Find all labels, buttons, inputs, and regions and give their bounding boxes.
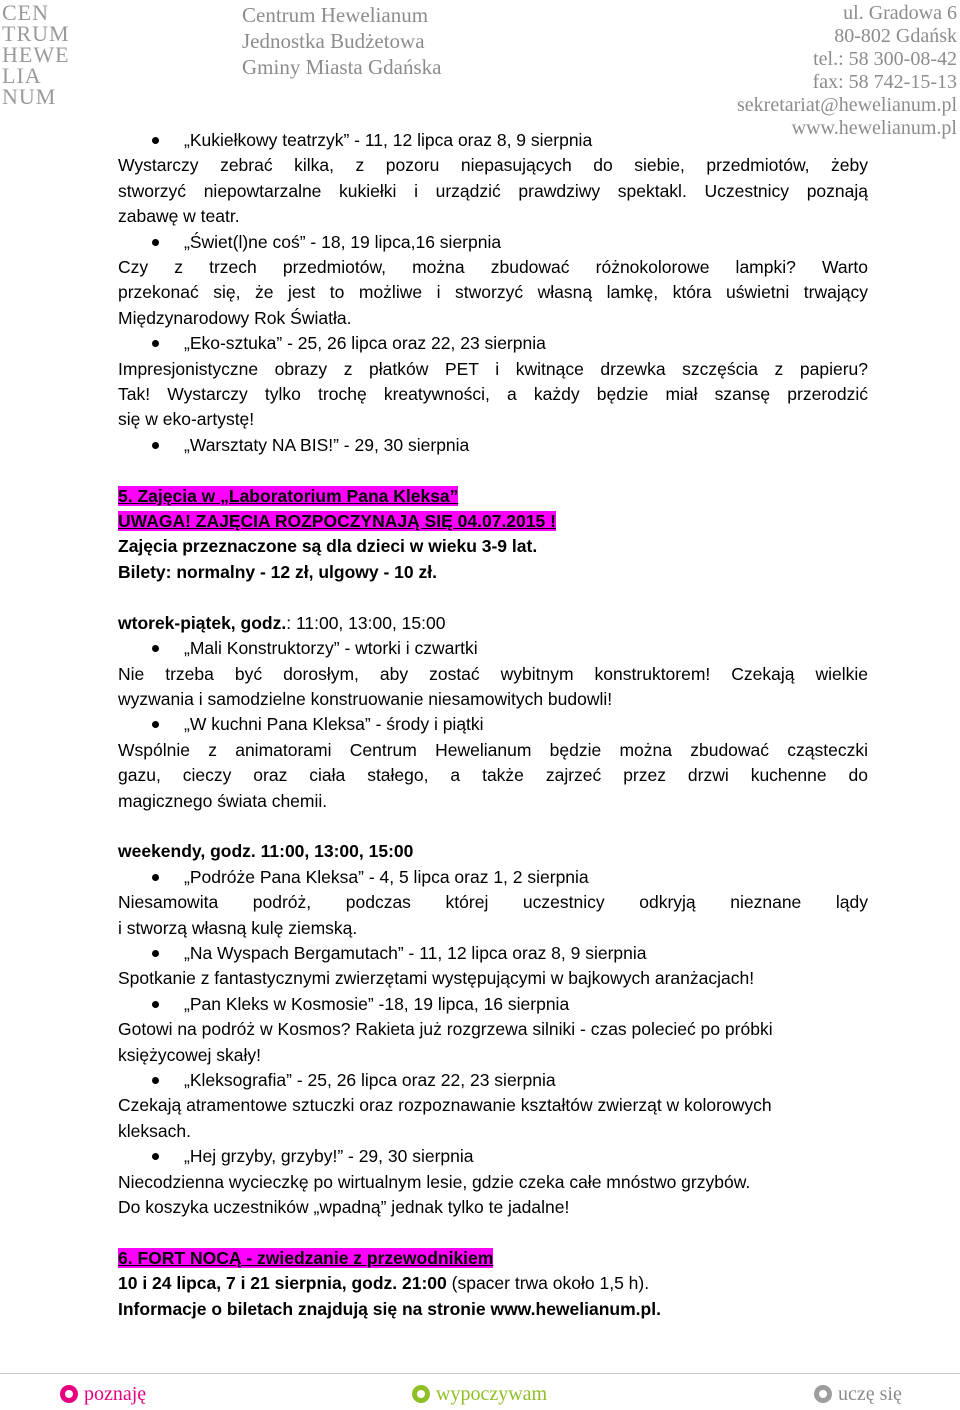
paragraph-line: Niecodzienna wycieczkę po wirtualnym lesie, gdzie czeka całe mnóstwo grzybów. (118, 1171, 751, 1192)
schedule-heading (118, 611, 868, 636)
website-link[interactable]: www.hewelianum.pl (791, 117, 957, 139)
paragraph-line: wyzwania i samodzielne konstruowanie niesamowitych budowli! (118, 688, 613, 709)
paragraph-line: Nie trzeba być dorosłym, aby zostać wybitnym konstruktorem! Czekają wielkie (118, 663, 868, 684)
spacer (118, 1220, 868, 1245)
bullet-icon (152, 1153, 159, 1160)
bullet-icon (152, 721, 159, 728)
footer-wypoczywam (412, 1381, 547, 1407)
spacer (118, 814, 868, 839)
workshop-title: „Świet(l)ne coś” - 18, 19 lipca,16 sierpnia (184, 231, 502, 252)
tour-dates-bold: 10 i 24 lipca, 7 i 21 sierpnia, godz. 21:00 (118, 1273, 447, 1294)
paragraph-line: Wystarczy zebrać kilka, z pozoru niepasujących do siebie, przedmiotów, żeby (118, 155, 868, 176)
org-line: Jednostka Budżetowa (242, 29, 425, 53)
workshop-title: „Kleksografia” - 25, 26 lipca oraz 22, 23 sierpnia (184, 1069, 556, 1090)
paragraph-line: Spotkanie z fantastycznymi zwierzętami występującymi w bajkowych aranżacjach! (118, 968, 755, 989)
paragraph-line: Czekają atramentowe sztuczki oraz rozpoznawanie kształtów zwierząt w kolorowych (118, 1095, 772, 1116)
fax: fax: 58 742-15-13 (812, 71, 957, 93)
workshop-title: „Na Wyspach Bergamutach” - 11, 12 lipca oraz 8, 9 sierpnia (184, 942, 647, 963)
email-link[interactable]: sekretariat@hewelianum.pl (737, 94, 957, 116)
list-item (118, 941, 868, 966)
bullet-icon (152, 239, 159, 246)
list-item (118, 1144, 868, 1169)
paragraph-line: Gotowi na podróż w Kosmos? Rakieta już rozgrzewa silniki - czas polecieć po próbki (118, 1019, 773, 1040)
paragraph-line: Do koszyka uczestników „wpadną” jednak tylko te jadalne! (118, 1197, 570, 1218)
workshop-title: „W kuchni Pana Kleksa” - środy i piątki (184, 714, 484, 735)
list-item (118, 331, 868, 356)
ticket-prices: Bilety: normalny - 12 zł, ulgowy - 10 zł. (118, 561, 437, 582)
section-heading (118, 484, 868, 509)
org-line: Centrum Hewelianum (242, 3, 429, 27)
phone: tel.: 58 300-08-42 (813, 48, 957, 70)
paragraph-line: Tak! Wystarczy tylko trochę kreatywności, a każdy będzie miał szansę przerodzić (118, 384, 868, 405)
section-heading (118, 1246, 868, 1271)
footer-poznaje (60, 1381, 146, 1407)
spacer (118, 585, 868, 610)
list-item (118, 636, 868, 661)
bullet-icon (152, 137, 159, 144)
list-item (118, 433, 868, 458)
paragraph-line: się w eko-artystę! (118, 409, 255, 430)
contact-block (737, 2, 957, 140)
paragraph-line: Niesamowita podróż, podczas której uczestnicy odkryją nieznane lądy (118, 892, 868, 913)
list-item (118, 1068, 868, 1093)
footer-label: wypoczywam (436, 1382, 548, 1405)
section-6-title: 6. FORT NOCĄ - zwiedzanie z przewodnikiem (118, 1247, 494, 1268)
bullet-icon (152, 950, 159, 957)
bullet-icon (152, 442, 159, 449)
document-body (118, 128, 868, 1322)
tour-duration: (spacer trwa około 1,5 h). (446, 1273, 650, 1294)
paragraph-line: zabawę w teatr. (118, 206, 240, 227)
schedule-hours: : 11:00, 13:00, 15:00 (286, 612, 446, 633)
footer-divider (0, 1373, 960, 1374)
notice (118, 509, 868, 534)
paragraph-line: Wspólnie z animatorami Centrum Hewelianum będzie można zbudować cząsteczki (118, 739, 868, 760)
paragraph-line: stworzyć niepowtarzalne kukiełki i urządzić prawdziwy spektakl. Uczestnicy poznają (118, 180, 868, 201)
list-item (118, 230, 868, 255)
paragraph-line: Czy z trzech przedmiotów, można zbudować różnokolorowe lampki? Warto (118, 257, 868, 278)
logo-line: NUM (2, 84, 57, 109)
logo-line: TRUM (2, 21, 70, 46)
bullet-icon (152, 645, 159, 652)
bullet-icon (152, 1077, 159, 1084)
workshop-title: „Mali Konstruktorzy” - wtorki i czwartki (184, 638, 478, 659)
workshop-title: „Warsztaty NA BIS!” - 29, 30 sierpnia (184, 434, 470, 455)
bullet-icon (152, 1001, 159, 1008)
workshop-title: „Podróże Pana Kleksa” - 4, 5 lipca oraz 1, 2 sierpnia (184, 866, 589, 887)
org-line: Gminy Miasta Gdańska (242, 55, 442, 79)
list-item (118, 992, 868, 1017)
workshop-title: „Kukiełkowy teatrzyk” - 11, 12 lipca oraz 8, 9 sierpnia (184, 130, 593, 150)
address-street: ul. Gradowa 6 (843, 2, 957, 24)
paragraph-line: gazu, cieczy oraz ciała stałego, a także zajrzeć przez drzwi kuchenne do (118, 765, 868, 786)
footer-label: poznaję (84, 1382, 147, 1405)
section-5-title: 5. Zajęcia w „Laboratorium Pana Kleksa” (118, 485, 459, 506)
letterhead (0, 0, 960, 139)
schedule-heading: weekendy, godz. 11:00, 13:00, 15:00 (118, 841, 414, 862)
target-icon (814, 1385, 832, 1403)
logo-line: LIA (2, 63, 42, 88)
target-icon (60, 1385, 78, 1403)
ticket-info: Informacje o biletach znajdują się na stronie www.hewelianum.pl. (118, 1298, 661, 1319)
footer-ucze-sie (814, 1381, 902, 1407)
workshop-title: „Pan Kleks w Kosmosie” -18, 19 lipca, 16 sierpnia (184, 993, 570, 1014)
workshop-title: „Hej grzyby, grzyby!” - 29, 30 sierpnia (184, 1146, 474, 1167)
hewelianum-logo (2, 2, 212, 107)
paragraph-line: i stworzą własną kulę ziemską. (118, 917, 358, 938)
paragraph-line: Międzynarodowy Rok Światła. (118, 307, 352, 328)
paragraph-line: magicznego świata chemii. (118, 790, 328, 811)
logo-line: CEN (2, 0, 49, 25)
workshop-title: „Eko-sztuka” - 25, 26 lipca oraz 22, 23 sierpnia (184, 333, 546, 354)
paragraph-line: księżycowej skały! (118, 1044, 261, 1065)
schedule-days: wtorek-piątek, godz. (118, 612, 287, 633)
logo-line: HEWE (2, 42, 70, 67)
paragraph-line: przekonać się, że jest to możliwe i stworzyć własną lamkę, która uświetni trwający (118, 282, 868, 303)
list-item (118, 128, 868, 153)
footer-label: uczę się (838, 1382, 902, 1405)
bullet-icon (152, 340, 159, 347)
start-date-notice: UWAGA! ZAJĘCIA ROZPOCZYNAJĄ SIĘ 04.07.2015 ! (118, 511, 556, 532)
tour-dates (118, 1271, 868, 1296)
target-icon (412, 1385, 430, 1403)
age-info: Zajęcia przeznaczone są dla dzieci w wieku 3-9 lat. (118, 536, 538, 557)
paragraph-line: kleksach. (118, 1120, 191, 1141)
list-item (118, 865, 868, 890)
address-city: 80-802 Gdańsk (834, 25, 957, 47)
paragraph-line: Impresjonistyczne obrazy z płatków PET i kwitnące drzewka szczęścia z papieru? (118, 358, 868, 379)
list-item (118, 712, 868, 737)
organization-name (242, 2, 441, 80)
bullet-icon (152, 874, 159, 881)
spacer (118, 458, 868, 483)
